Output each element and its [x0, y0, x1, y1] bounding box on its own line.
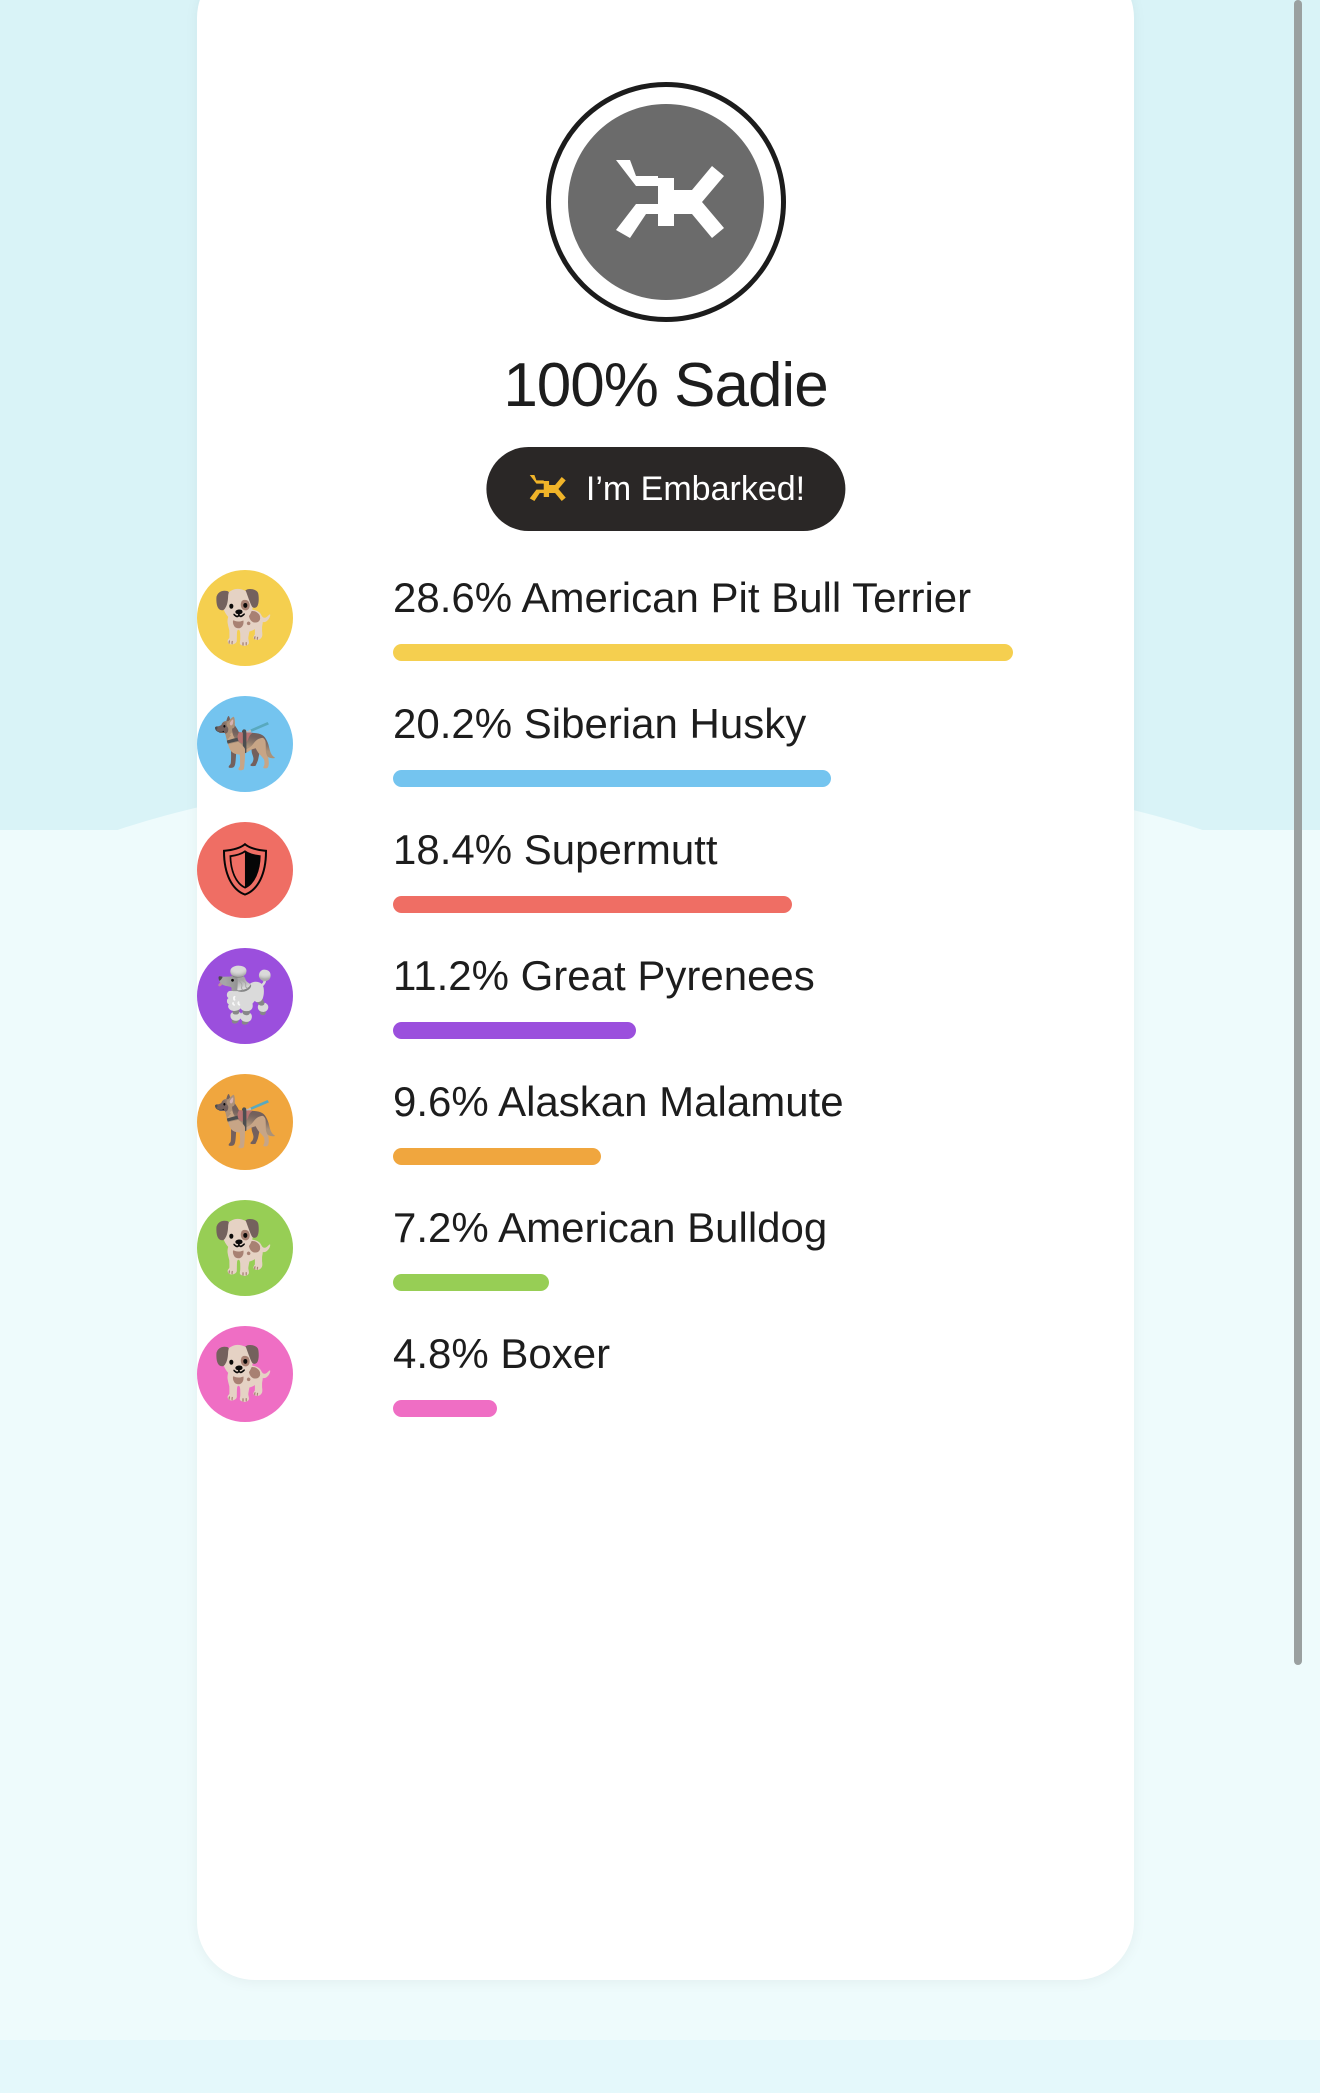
background-footer-band [0, 2040, 1320, 2093]
boxer-icon: 🐕 [197, 1326, 293, 1422]
great-pyrenees-icon: 🐩 [197, 948, 293, 1044]
breed-label: 9.6% Alaskan Malamute [393, 1078, 844, 1125]
breed-row[interactable] [197, 812, 1134, 938]
breed-bar-track [393, 1400, 1013, 1417]
breed-breakdown-list [197, 560, 1134, 1442]
breed-bar-fill [393, 1274, 549, 1291]
embarked-badge-label: I’m Embarked! [585, 469, 806, 508]
embarked-badge-button[interactable] [486, 447, 845, 531]
breed-bar-fill [393, 1022, 636, 1039]
breed-bar-fill [393, 896, 792, 913]
breed-label: 11.2% Great Pyrenees [393, 952, 815, 999]
bulldog-icon: 🐕 [197, 1200, 293, 1296]
breed-label: 4.8% Boxer [393, 1330, 611, 1377]
shield-paw-icon: 🛡 [197, 822, 293, 918]
husky-icon: 🐕‍🦺 [197, 696, 293, 792]
breed-bar-fill [393, 770, 831, 787]
breed-row[interactable] [197, 686, 1134, 812]
breed-row[interactable] [197, 1064, 1134, 1190]
breed-bar-track [393, 644, 1013, 661]
breed-bar-track [393, 896, 1013, 913]
breed-label: 20.2% Siberian Husky [393, 700, 807, 747]
breed-bar-track [393, 1148, 1013, 1165]
page-title: 100% Sadie [503, 351, 828, 420]
profile-card [197, 0, 1134, 1980]
breed-row[interactable] [197, 560, 1134, 686]
embark-dog-icon-yellow [526, 473, 566, 505]
scrollbar-thumb[interactable] [1294, 0, 1302, 1665]
breed-label: 7.2% American Bulldog [393, 1204, 828, 1251]
malamute-icon: 🐕‍🦺 [197, 1074, 293, 1170]
breed-bar-fill [393, 1148, 601, 1165]
breed-bar-track [393, 1022, 1013, 1039]
embark-dog-icon [568, 104, 764, 300]
breed-label: 28.6% American Pit Bull Terrier [393, 574, 972, 621]
breed-bar-track [393, 770, 1013, 787]
page-scrollbar[interactable] [1301, 0, 1311, 2093]
breed-row[interactable] [197, 938, 1134, 1064]
breed-bar-fill [393, 644, 1013, 661]
breed-label: 18.4% Supermutt [393, 826, 718, 873]
breed-bar-fill [393, 1400, 497, 1417]
avatar [546, 82, 786, 322]
dog-icon: 🐕 [197, 570, 293, 666]
breed-row[interactable] [197, 1190, 1134, 1316]
breed-bar-track [393, 1274, 1013, 1291]
breed-row[interactable] [197, 1316, 1134, 1442]
